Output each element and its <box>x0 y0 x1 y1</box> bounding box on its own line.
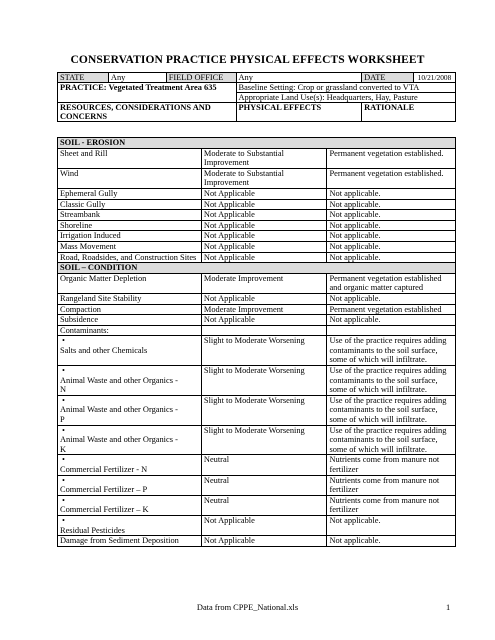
section-heading-row <box>58 138 456 149</box>
effect-cell: Slight to Moderate Worsening <box>201 395 327 425</box>
rationale-cell: Use of the practice requires adding contaminants to the soil surface, some of which will infiltrate. <box>327 395 456 425</box>
page-title: CONSERVATION PRACTICE PHYSICAL EFFECTS WORKSHEET <box>70 54 425 66</box>
effect-cell: Not Applicable <box>201 220 327 231</box>
resource-cell: Sheet and Rill <box>58 148 202 168</box>
rationale-cell: Nutrients come from manure not fertilizer <box>327 495 456 515</box>
header-row-location <box>58 73 456 83</box>
header-row-practice <box>58 83 456 93</box>
bullet-icon: • <box>62 395 65 405</box>
effect-cell: Neutral <box>201 475 327 495</box>
rationale-cell: Not applicable. <box>327 220 456 231</box>
resource-label: Animal Waste and other Organics - K <box>60 435 178 454</box>
rationale-cell: Permanent vegetation established. <box>327 148 456 168</box>
field-office-value: Any <box>236 73 362 83</box>
table-row <box>58 455 456 475</box>
table-row <box>58 293 456 304</box>
resource-cell: Road, Roadsides, and Construction Sites <box>58 252 202 263</box>
resource-label: Commercial Fertilizer - N <box>60 465 148 474</box>
effect-cell: Moderate to Substantial Improvement <box>201 148 327 168</box>
resource-label: Commercial Fertilizer – K <box>60 505 149 515</box>
bullet-icon: • <box>62 495 65 505</box>
state-label: STATE <box>58 73 109 83</box>
rationale-cell: Not applicable. <box>327 210 456 221</box>
table-row <box>58 304 456 315</box>
footer-source: Data from CPPE_National.xls <box>196 603 299 612</box>
bullet-icon: • <box>62 366 65 376</box>
column-headers <box>58 103 456 122</box>
resource-cell: Contaminants: <box>58 325 202 336</box>
table-row <box>58 220 456 231</box>
bullet-icon: • <box>62 336 65 346</box>
rationale-cell: Permanent vegetation established. <box>327 168 456 188</box>
table-row <box>58 536 456 547</box>
rationale-cell: Use of the practice requires adding contaminants to the soil surface, some of which will infiltrate. <box>327 366 456 396</box>
baseline-setting: Baseline Setting: Crop or grassland converted to VTA <box>236 83 456 93</box>
bullet-icon: • <box>62 425 65 435</box>
date-label: DATE <box>362 73 414 83</box>
rationale-cell: Not applicable. <box>327 188 456 199</box>
effect-cell: Not Applicable <box>201 188 327 199</box>
section-heading: SOIL - EROSION <box>58 138 456 149</box>
rationale-cell: Permanent vegetation established <box>327 304 456 315</box>
effect-cell: Not Applicable <box>201 241 327 252</box>
resource-cell: Irrigation Induced <box>58 231 202 242</box>
effect-cell: Moderate Improvement <box>201 273 327 293</box>
table-row <box>58 199 456 210</box>
effect-cell: Slight to Moderate Worsening <box>201 366 327 396</box>
resource-cell <box>58 366 202 396</box>
effect-cell: Slight to Moderate Worsening <box>201 425 327 455</box>
resource-cell <box>58 425 202 455</box>
table-row <box>58 210 456 221</box>
effect-cell: Not Applicable <box>201 210 327 221</box>
resource-cell <box>58 455 202 475</box>
table-row <box>58 515 456 535</box>
resource-label: Animal Waste and other Organics - N <box>60 375 178 395</box>
table-row <box>58 168 456 188</box>
effect-cell: Not Applicable <box>201 315 327 326</box>
worksheet-table <box>57 137 456 547</box>
rationale-cell <box>327 325 456 336</box>
resource-label: Salts and other Chemicals <box>60 345 148 355</box>
date-value: 10/21/2008 <box>413 73 455 83</box>
resource-cell: Streambank <box>58 210 202 221</box>
rationale-cell: Not applicable. <box>327 515 456 535</box>
bullet-icon: • <box>62 515 65 525</box>
effect-cell: Not Applicable <box>201 231 327 242</box>
effect-cell: Slight to Moderate Worsening <box>201 336 327 366</box>
column-header-resources: RESOURCES, CONSIDERATIONS AND CONCERNS <box>58 103 237 122</box>
state-value: Any <box>108 73 166 83</box>
rationale-cell: Not applicable. <box>327 536 456 547</box>
table-row <box>58 315 456 326</box>
rationale-cell: Not applicable. <box>327 199 456 210</box>
resource-cell: Shoreline <box>58 220 202 231</box>
table-row <box>58 495 456 515</box>
field-office-label: FIELD OFFICE <box>166 73 236 83</box>
effect-cell: Not Applicable <box>201 515 327 535</box>
resource-cell <box>58 336 202 366</box>
rationale-cell: Not applicable. <box>327 241 456 252</box>
resource-cell: Subsidence <box>58 315 202 326</box>
effect-cell: Neutral <box>201 495 327 515</box>
resource-cell: Mass Movement <box>58 241 202 252</box>
resource-cell <box>58 395 202 425</box>
table-row <box>58 148 456 168</box>
rationale-cell: Not applicable. <box>327 231 456 242</box>
effect-cell: Not Applicable <box>201 293 327 304</box>
resource-cell: Rangeland Site Stability <box>58 293 202 304</box>
resource-label: Commercial Fertilizer – P <box>60 485 148 495</box>
rationale-cell: Use of the practice requires adding contaminants to the soil surface, some of which will infiltrate. <box>327 336 456 366</box>
rationale-cell: Not applicable. <box>327 252 456 263</box>
table-row <box>58 241 456 252</box>
table-row <box>58 366 456 396</box>
table-row <box>58 252 456 263</box>
rationale-cell: Not applicable. <box>327 315 456 326</box>
table-row <box>58 273 456 293</box>
effect-cell: Not Applicable <box>201 252 327 263</box>
column-header-effects: PHYSICAL EFFECTS <box>236 103 362 122</box>
resource-cell: Ephemeral Gully <box>58 188 202 199</box>
section-heading-row <box>58 263 456 274</box>
table-row <box>58 325 456 336</box>
resource-cell <box>58 515 202 535</box>
resource-cell: Wind <box>58 168 202 188</box>
bullet-icon: • <box>62 455 65 465</box>
effect-cell: Moderate Improvement <box>201 304 327 315</box>
resource-label: Animal Waste and other Organics - P <box>60 405 178 425</box>
effect-cell: Moderate to Substantial Improvement <box>201 168 327 188</box>
resource-cell: Organic Matter Depletion <box>58 273 202 293</box>
table-row <box>58 336 456 366</box>
resource-cell: Damage from Sediment Deposition <box>58 536 202 547</box>
resource-label: Residual Pesticides <box>60 525 125 535</box>
rationale-cell: Nutrients come from manure not fertilizer <box>327 475 456 495</box>
table-row <box>58 425 456 455</box>
bullet-icon: • <box>62 475 65 485</box>
rationale-cell: Nutrients come from manure not fertilizer <box>327 455 456 475</box>
resource-cell <box>58 495 202 515</box>
resource-cell: Classic Gully <box>58 199 202 210</box>
page-number: 1 <box>446 603 451 612</box>
effect-cell: Not Applicable <box>201 199 327 210</box>
column-header-rationale: RATIONALE <box>362 103 456 122</box>
effect-cell: Neutral <box>201 455 327 475</box>
table-row <box>58 188 456 199</box>
rationale-cell: Permanent vegetation established and organic matter captured <box>327 273 456 293</box>
table-row <box>58 475 456 495</box>
effect-cell <box>201 325 327 336</box>
land-use: Appropriate Land Use(s): Headquarters, Hay, Pasture <box>236 93 456 103</box>
section-heading: SOIL – CONDITION <box>58 263 456 274</box>
resource-cell: Compaction <box>58 304 202 315</box>
table-row <box>58 231 456 242</box>
table-row <box>58 395 456 425</box>
rationale-cell: Use of the practice requires adding contaminants to the soil surface, some of which will infiltrate. <box>327 425 456 455</box>
rationale-cell: Not applicable. <box>327 293 456 304</box>
resource-cell <box>58 475 202 495</box>
worksheet-header <box>57 72 456 122</box>
practice-name: PRACTICE: Vegetated Treatment Area 635 <box>58 83 237 103</box>
effect-cell: Not Applicable <box>201 536 327 547</box>
